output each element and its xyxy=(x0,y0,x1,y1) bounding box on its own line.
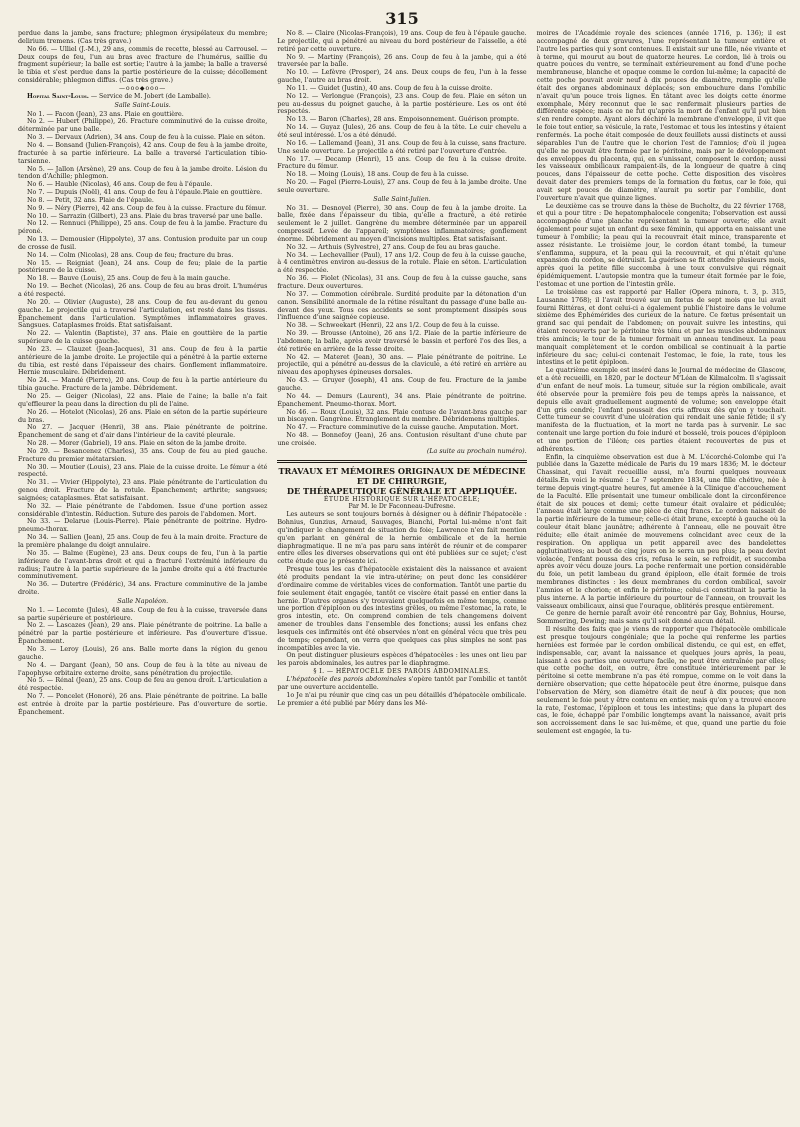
paragraph: No 4. — Dargant (Jean), 50 ans. Coup de feu à la tête au niveau de l'apophyse orbitaire externe droite, sans pénétration du projectile. xyxy=(18,661,268,677)
paragraph: No 13. — Baron (Charles), 28 ans. Empoisonnement. Guérison prompte. xyxy=(286,116,520,124)
paragraph: No 14. — Guyaz (Jules), 26 ans. Coup de feu à la tête. Le cuir chevelu a été seul intéressé. L'os a été dénudé. xyxy=(277,124,527,139)
paragraph: No 34. — Lechevallier (Paul), 17 ans 1/2. Coup de feu à la cuisse gauche, à 4 centimètres environ au-dessus de la rotule. Plaie en séton. L'articulation a été respectée. xyxy=(277,251,527,275)
paragraph: No 20. — Fagel (Pierre-Louis), 27 ans. Coup de feu à la jambe droite. Une seule ouverture. xyxy=(277,179,527,194)
case-list xyxy=(277,30,526,195)
ward-heading: Salle Napoléon. xyxy=(117,597,169,605)
paragraph: No 48. — Bonnefoy (Jean), 26 ans. Contusion résultant d'une chute par une croisée. xyxy=(277,432,527,447)
paragraph: No 3. — Dervaux (Adrien), 34 ans. Coup de feu à la cuisse. Plaie en séton. xyxy=(27,134,266,142)
paragraph: No 1. — Lecomte (Jules), 48 ans. Coup de feu à la cuisse, traversée dans sa partie supérieure et postérieure. xyxy=(18,606,268,622)
paragraph: No 33. — Delarue (Louis-Pierre). Plaie pénétrante de poitrine. Hydro-pneumo-thorax. xyxy=(18,518,268,534)
case-list xyxy=(277,205,526,448)
paragraph: No 39. — Brousse (Antoine), 26 ans 1/2. Plaie de la partie inférieure de l'abdomen; la balle, après avoir traversé le bassin et perforé l'os des îles, a été retirée en arrière de la fesse droite. xyxy=(277,330,527,353)
paragraph: No 14. — Colm (Nicolas), 28 ans. Coup de feu; fracture du bras. xyxy=(27,251,234,259)
paragraph: No 30. — Moutier (Louis), 23 ans. Plaie de la cuisse droite. Le fémur a été respecté. xyxy=(18,463,268,479)
paragraph: No 18. — Moing (Louis), 18 ans. Coup de feu à la cuisse. xyxy=(286,171,469,179)
paragraph: No 19. — Bechet (Nicolas), 26 ans. Coup de feu au bras droit. L'humérus a été respecté. xyxy=(18,283,268,298)
article-paragraph xyxy=(277,676,526,692)
paragraph: No 36. — Dutertre (Frédéric), 34 ans. Fracture comminutive de la jambe droite. xyxy=(18,581,268,597)
paragraph: No 9. — Martiny (François), 26 ans. Coup de feu à la jambe, qui a été traversée par la balle. xyxy=(277,53,527,69)
section-rule xyxy=(277,460,526,461)
paragraph: No 18. — Bauve (Louis), 25 ans. Coup de feu à la main gauche. xyxy=(27,275,231,283)
paragraph: No 28. — Morer (Gabriel), 19 ans. Plaie en séton de la jambe droite. xyxy=(27,440,247,448)
article-body xyxy=(537,30,786,736)
paragraph: No 16. — Lallemand (Jean), 31 ans. Coup de feu à la cuisse, sans fracture. Une seule ouverture. Le projectile a été retiré par l'ouverture d'entrée. xyxy=(277,139,527,155)
paragraph: No 8. — Claire (Nicolas-François), 19 ans. Coup de feu à l'épaule gauche. Le projectile, qui a pénétré au niveau du bord postérieur de l'aisselle, a été retiré par cette ouverture. xyxy=(277,30,527,53)
paragraph: Le quatrième exemple est inséré dans le Journal de médecine de Glascow, et a été recueilli, en 1820, par le docteur M'Léan de Kilmalcolm. Il s'agissait d'un enfant de neuf mois. La tumeur, située sur la région ombilicale, avait été observée pour la première fois peu de temps après la naissance, et depuis elle avait graduellement augmenté de volume; son enveloppe était d'un gris cendré; l'enfant poussait des cris affreux dès qu'on y touchait. Cette tumeur se couvrit d'une ulcération qui rendait une sanie fétide; il s'y manifesta de la fluctuation, et la mort ne tarda pas à survenir. Le sac contenait une large portion du foie induré et bosselé, trois pouces d'épiploon et une portion de l'iléon; ces parties étaient recouvertes de pus et adhérentes. xyxy=(536,367,786,453)
paragraph: No 20. — Olivier (Auguste), 28 ans. Coup de feu au-devant du genou gauche. Le projectile qui a traversé l'articulation, est resté dans les tissus. Épanchement dans l'articulation. Symptômes inflammatoires graves. Sangsues. Cataplasmes froids. État satisfaisant. xyxy=(18,298,268,330)
paragraph: No 31. — Desnoyel (Pierre), 30 ans. Coup de feu à la jambe droite. La balle, fixée dans l'épaisseur du tibia, qu'elle a fracturé, a été retirée seulement le 2 juillet. Gangrène du membre déterminée par un appareil compressif. Levée de l'appareil; symptômes inflammatoires; gonflement énorme. Débridement au moyen d'incisions multiples. État satisfaisant. xyxy=(277,204,527,243)
section-rule-thin xyxy=(277,462,526,463)
paragraph: Il résulte des faits que je viens de rapporter que l'hépatocèle ombilicale est presque toujours congéniale; que la poche qui renferme les parties herniées est formée par le cordon ombilical distendu, ce qui est, en effet, indispensable, car, avant la naissance et quelques jours après, la peau, laissant à ces parties une ouverture facile, ne peut être entraînée par elles; que cette poche doit, en outre, être constituée intérieurement par le péritoine si cette membrane n'a pas été rompue, comme on le voit dans la dernière observation; que cette hépatocèle peut être énorme, puisque dans l'observation de Méry, son diamètre était de neuf à dix pouces; que non seulement le foie peut y être contenu en entier, mais qu'on y a trouvé encore la rate, l'estomac, l'épiploon et tous les intestins; que dans la plupart des cas, le foie, échappé par l'ombilic longtemps avant la naissance, avait pris son accroissement dans le sac lui-même, et que, quand une partie du foie seulement est engagée, la tu- xyxy=(536,626,786,736)
subsection-heading: § I. — HÉPATOCÈLE DES PAROIS ABDOMINALES. xyxy=(313,668,491,676)
hospital-name: Hopital Saint-Louis. xyxy=(27,92,89,100)
paragraph: No 2. — Hubert (Philippe), 26. Fracture comminutivé de la cuisse droite, déterminée par une balle. xyxy=(18,118,268,134)
paragraph: No 17. — Decamp (Henri), 15 ans. Coup de feu à la cuisse droite. Fracture du fémur. xyxy=(277,155,527,171)
paragraph: No 26. — Hotelot (Nicolas), 26 ans. Plaie en séton de la partie supérieure du bras. xyxy=(18,408,268,424)
paragraph: No 12. — Rennuci (Philippe), 25 ans. Coup de feu à la jambe. Fracture du péroné. xyxy=(18,220,268,236)
section-title: DE THÉRAPEUTIQUE GÉNÉRALE ET APPLIQUÉE. xyxy=(286,485,518,496)
paragraph: No 34. — Sallien (Jean), 25 ans. Coup de feu à la main droite. Fracture de la première phalange du doigt annulaire. xyxy=(18,534,268,549)
column-3 xyxy=(537,30,786,736)
paragraph: No 44. — Demurs (Laurent), 34 ans. Plaie pénétrante de poitrine. Épanchement. Pneumo-thorax. Mort. xyxy=(277,392,527,408)
ward-heading: Salle Saint-Louis. xyxy=(114,101,171,109)
paragraph: No 9. — Néry (Pierre), 42 ans. Coup de feu à la cuisse. Fracture du fémur. xyxy=(27,204,267,212)
paragraph: No 29. — Besancenez (Charles), 35 ans. Coup de feu au pied gauche. Fracture du premier métatarsien. xyxy=(18,447,268,463)
paragraph: No 11. — Guidet (Justin), 40 ans. Coup de feu à la cuisse droite. xyxy=(286,84,493,92)
paragraph: No 7. — Dupuis (Noël), 41 ans. Coup de feu à l'épaule.Plaie en gouttière. xyxy=(27,189,263,197)
continued-case: perdue dans la jambe, sans fracture; phlegmon érysipélateux du membre; delirium tremens. (Cas très grave.) xyxy=(18,30,268,45)
paragraph: No 43. — Gruyer (Joseph), 41 ans. Coup de feu. Fracture de la jambe gauche. xyxy=(277,377,527,392)
article-byline: Par M. le Dr Faconneau-Dufresne. xyxy=(348,503,456,511)
paragraph: Les auteurs se sont toujours bornés à désigner ou à définir l'hépatocèle : Bohnius, Gunzius, Arnaud, Sauvages, Bianchi, Portal lui-même n'ont fait qu'indiquer le changement de situation du foie; Lawrence n'en fait mention qu'en parlant en général de la hernie ombilicale et de la hernie diaphragmatique. Il ne m'a pas paru sans intérêt de réunir et de comparer entre elles les diverses observations qui ont été publiées sur ce sujet; c'est cette étude que je présente ici. xyxy=(277,511,527,566)
paragraph: Le troisième cas est rapporté par Haller (Opera minora, t. 3, p. 315, Lausanne 1768); il l'avait trouvé sur un fœtus de sept mois que lui avait fourni Rittéras, et dont celui-ci a également publié l'histoire dans le volume sixième des Éphémérides des curieux de la nature. Ce fœtus présentait un grand sac qui pendait de l'abdomen; on pouvait suivre les intestins, qui étaient recouverts par le péritoine très ténu et par les muscles abdominaux très amincis; le tour de la tumeur formait un anneau tendineux. La peau manquait complètement et le cordon ombilical se continuait à la partie inférieure du sac; celui-ci contenait l'estomac, le foie, la rate, tous les intestins et le petit épiploon. xyxy=(536,288,786,367)
italic-term: L'hépatocèle des parois abdominales xyxy=(286,675,407,683)
paragraph: No 22. — Valentin (Baptiste), 37 ans. Plaie en gouttière de la partie supérieure de la cuisse gauche. xyxy=(18,330,268,346)
paragraph: No 12. — Verlongue (François), 23 ans. Coup de feu. Plaie en séton un peu au-dessus du poignet gauche, à la partie postérieure. Les os ont été respectés. xyxy=(277,92,527,116)
case-list xyxy=(18,111,267,597)
paragraph: No 6. — Hauble (Nicolas), 46 ans. Coup de feu à l'épaule. xyxy=(27,181,213,189)
paragraph: No 32. — Plaie pénétrante de l'abdomen. Issue d'une portion assez considérable d'intestin. Réduction. Suture des parois de l'abdomen. Mort. xyxy=(18,502,268,518)
paragraph: No 3. — Leroy (Louis), 26 ans. Balle morte dans la région du genou gauche. xyxy=(18,645,268,661)
ward-heading: Salle Saint-Julien. xyxy=(373,195,431,203)
paragraph: Presque tous les cas d'hépatocèle existaient dès la naissance et avaient été produits pendant la vie intra-utérine; on peut donc les considérer d'ordinaire comme de véritables vices de conformation. Tantôt une partie du foie seulement était engagée, tantôt ce viscère était passé en entier dans la hernie. D'autres organes s'y trouvaient quelquefois en même temps, comme une portion d'épiploon ou des intestins grêles, ou même l'estomac, la rate, le gros intestin, etc. On comprend combien de tels changemens doivent amener de troubles dans l'ensemble des fonctions; aussi les enfans chez lesquels ces infirmités ont été observées n'ont en général vécu que très peu de temps; cependant, on verra que quelques cas plus simples ne sont pas incompatibles avec la vie. xyxy=(277,566,527,652)
paragraph: No 7. — Poncelet (Honoré), 26 ans. Plaie pénétrante de poitrine. La balle est entrée à droite par la partie postérieure. Pas d'ouverture de sortie. Épanchement. xyxy=(18,693,268,716)
paragraph: No 2. — Lascazes (Jean), 29 ans. Plaie pénétrante de poitrine. La balle a pénétré par la partie postérieure et inférieure. Pas d'ouverture d'issue. Épanchement. xyxy=(18,622,268,646)
paragraph: No 8. — Petit, 32 ans. Plaie de l'épaule. xyxy=(27,196,154,204)
section-title: ET DE CHIRURGIE, xyxy=(356,475,448,486)
paragraph: No 13. — Demousier (Hippolyte), 37 ans. Contusion produite par un coup de crosse de fusil. xyxy=(18,236,268,251)
paragraph: No 4. — Bonsand (Julien-François), 42 ans. Coup de feu à la jambe droite, fracturée à sa partie inférieure. La balle a traversé l'articulation tibio-tarsienne. xyxy=(18,141,268,165)
article-title: ÉTUDE HISTORIQUE SUR L'HÉPATOCÈLE; xyxy=(323,495,481,503)
paragraph: Le deuxième cas se trouve dans la thèse de Bucholtz, du 22 février 1768, et qui a pour titre : De hepatomphalocele congenita; l'observation est aussi accompagnée d'une planche représentant la tumeur ouverte; elle avait également pour sujet un enfant du sexe féminin, qui apporta en naissant une tumeur à l'ombilic; la peau qui la recouvrait était mince, transparente et assez résistante. Le troisième jour, le cordon étant tombé, la tumeur s'enflamma, suppura, et la peau qui la recouvrait, et qui n'était qu'une expansion du cordon, se détruisit. La guérison se fit attendre plusieurs mois, après quoi la petite fille succomba à une toux convulsive qui régnait épidémiquement. L'autopsie montra que la tumeur était formée par le foie, l'estomac et une portion de l'intestin grêle. xyxy=(536,202,786,288)
paragraph: moires de l'Académie royale des sciences (année 1716, p. 136); il est accompagné de deux gravures, l'une représentant la tumeur entière et l'autre les parties qui y sont contenues. Il existait sur une fille, née vivante et à terme, qui mourut au bout de quatorze heures. Le cordon, lié à trois ou quatre pouces du ventre, se terminait extérieurement au fond d'une poche membraneuse, blanche et opaque comme le cordon lui-même; la capacité de cette poche pouvait avoir neuf à dix pouces de diamètre, remplie qu'elle était des organes abdominaux déplacés; son embouchure dans l'ombilic n'avait qu'un pouce trois lignes. En tâtant avec les doigts cette énorme exomphale, Méry reconnut que le sac renfermait plusieurs parties de différente espèce; mais ce ne fut qu'après la mort de l'enfant qu'il put bien s'en rendre compte. Ayant alors déchiré la membrane d'enveloppe, il vit que le foie tout entier, sa vésicule, la rate, l'estomac et tous les intestins y étaient renfermés. La poche était composée de deux feuillets aussi distincts et aussi séparables l'un de l'autre que le chorion l'est de l'amnios; d'où il jugea qu'elle ne pouvait être formée par le péritoine, mais par le développement des enveloppes du placenta, qui, en s'unissant, composent le cordon; aussi les vaisseaux ombilicaux rampaient-ils, de la longueur de quatre à cinq pouces, dans l'épaisseur de cette poche. Cette disposition des viscères devait dater des premiers temps de la formation du fœtus, car le foie, qui avait sept pouces de diamètre, n'aurait pu sortir par l'ombilic, dont l'ouverture n'avait que quinze lignes. xyxy=(536,30,786,202)
paragraph: No 47. — Fracture comminutive de la cuisse gauche. Amputation. Mort. xyxy=(286,424,519,432)
paragraph: No 1. — Facon (Jean), 23 ans. Plaie en gouttière. xyxy=(27,110,184,118)
paragraph: No 35. — Balme (Eugène), 23 ans. Deux coups de feu, l'un à la partie inférieure de l'avant-bras droit et qui a fracturé l'extrémité inférieure du radius; l'autre à la partie supérieure de la jambe droite qui a été fracturée comminutivement. xyxy=(18,549,268,581)
paragraph: No 36. — Fiolet (Nicolas), 31 ans. Coup de feu à la cuisse gauche, sans fracture. Deux ouvertures. xyxy=(277,275,527,290)
ornament-divider: —ooo◆ooo— xyxy=(119,84,167,92)
paragraph: Enfin, la cinquième observation est due à M. L'écorché-Colombe qui l'a publiée dans la Gazette médicale de Paris du 19 mars 1836; M. le docteur Chassinat, qui l'avait recueillie aussi, m'a fourni quelques nouveaux détails.En voici le résumé : Le 7 septembre 1834, une fille chétive, née à terme depuis vingt-quatre heures, fut amenée à la Clinique d'accouchement de la Faculté. Elle présentait une tumeur ombilicale dont la circonférence était de six pouces et demi; cette tumeur était ovalaire et pédiculée; l'anneau était large comme une pièce de cinq francs. Le cordon naissait de la partie inférieure de la tumeur; celle-ci était brune, excepté à gauche où la couleur était blanc jaunâtre; adhérente à l'anneau, elle ne pouvait être réduite; elle était animée de mouvemens coïncidant avec ceux de la respiration. On appliqua un petit appareil avec des bandelettes agglutinatives; au bout de cinq jours on le serra un peu plus; la peau devint violacée, l'enfant poussa des cris, refusa le sein, se refroidit, et succomba après avoir vécu douze jours. La poche renfermait une portion considérable du foie, un petit lambeau du grand épiploon, elle était formée de trois membranes distinctes : les deux membranes du cordon ombilical, savoir l'amnios et le chorion; et enfin le péritoine; celui-ci constituait la partie la plus interne. A la partie inférieure du pourtour de l'anneau, on trouvait les vaisseaux ombilicaux, ainsi que l'ouraque, oblitérés presque entièrement. xyxy=(536,453,786,610)
paragraph: No 10. — Sarrazin (Gilbert), 23 ans. Plaie du bras traversé par une balle. xyxy=(27,212,263,220)
paragraph: No 5. — Jallon (Arsène), 29 ans. Coup de feu à la jambe droite. Lésion du tendon d'Achille; phlegmon. xyxy=(18,165,268,181)
paragraph: No 23. — Clauzet (Jean-Jacques), 31 ans. Coup de feu à la partie antérieure de la jambe droite. Le projectile qui a pénétré à la partie externe du tibia, est resté dans l'épaisseur des chairs. Gonflement inflammatoire. Hernie musculaire. Débridement. xyxy=(18,345,268,377)
paragraph: No 24. — Mandé (Pierre), 20 ans. Coup de feu à la partie antérieure du tibia gauche. Fracture de la jambe. Débridement. xyxy=(18,377,268,393)
paragraph: No 15. — Reigniat (Jean), 24 ans. Coup de feu; plaie de la partie postérieure de la cuisse. xyxy=(18,259,268,275)
column-1 xyxy=(18,30,267,736)
paragraph: No 25. — Geiger (Nicolas), 22 ans. Plaie de l'aine; la balle n'a fait qu'effleurer la peau dans la direction du pli de l'aine. xyxy=(18,392,268,408)
paragraph: No 27. — Jacquer (Henri), 38 ans. Plaie pénétrante de poitrine. Épanchement de sang et d'air dans l'intérieur de la cavité pleurale. xyxy=(18,424,268,440)
paragraph: On peut distinguer plusieurs espèces d'hépatocèles : les unes ont lieu par les parois abdominales, les autres par le diaphragme. xyxy=(277,652,527,668)
case-list xyxy=(18,607,267,717)
paragraph: No 46. — Roux (Louis), 32 ans. Plaie contuse de l'avant-bras gauche par un biscayen. Gangrène. Étranglement du membre. Débridemens multiples. xyxy=(277,408,527,424)
paragraph: No 10. — Lefèvre (Prosper), 24 ans. Deux coups de feu, l'un à la fesse gauche, l'autre au bras droit. xyxy=(277,69,527,85)
paragraph: Ce genre de hernie paraît avoir été rencontré par Gay, Bohnius, Hourse, Sœmmering, Dewing; mais sans qu'il soit donné aucun détail. xyxy=(536,610,786,626)
paragraph-text: s'opère tantôt par l'ombilic et tantôt par une ouverture accidentelle. xyxy=(277,675,527,691)
case-entry: No 66. — Ulliel (J.-M.), 29 ans, commis de recette, blessé au Carrousel. — Deux coups de feu, l'un au bras avec fracture de l'humérus, saillie du fragment supérieur; la balle est sortie; l'autre à la jambe; la balle a traversé le tibia et s'est perdue dans la partie postérieure de la cuisse; décollement considérable; phlegmon diffus. (Cas très grave.) xyxy=(18,45,268,85)
hospital-service: — Service de M. Jobert (de Lamballe). xyxy=(88,92,211,100)
paragraph: No 37. — Commotion cérébrale. Surdité produite par la détonation d'un canon. Sensibilité anormale de la rétine résultant du passage d'une balle au-devant des yeux. Tous ces accidents se sont promptement dissipés sous l'influence d'une saignée copieuse. xyxy=(277,290,527,322)
to-be-continued: (La suite au prochain numéro). xyxy=(426,447,527,455)
article-paragraph: 1o Je n'ai pu réunir que cinq cas un peu détaillés d'hépatocèle ombilicale. Le premier a été publié par Méry dans les Mé- xyxy=(277,691,527,707)
page-number: 315 xyxy=(385,9,419,28)
article-body xyxy=(277,511,526,668)
paragraph: No 31. — Vivier (Hippolyte), 23 ans. Plaie pénétrante de l'articulation du genou droit. Fracture de la rotule. Épanchement; arthrite; sangsues; saignées; cataplasmes. État satisfaisant. xyxy=(18,479,268,502)
paragraph: No 38. — Schweekart (Henri), 22 ans 1/2. Coup de feu à la cuisse. xyxy=(286,322,500,330)
paragraph: No 32. — Arthuis (Sylvestre), 27 ans. Coup de feu au bras gauche. xyxy=(286,243,501,251)
paragraph: No 5. — Rénal (Jean), 25 ans. Coup de feu au genou droit. L'articulation a été respectée. xyxy=(18,677,268,693)
column-2 xyxy=(277,30,526,736)
hospital-heading xyxy=(18,93,267,101)
columns xyxy=(18,30,786,736)
paragraph: No 42. — Materet (Jean), 30 ans. — Plaie pénétrante de poitrine. Le projectile, qui a pénétré au-dessus de la clavicule, a été retiré en arrière au niveau des apophyses épineuses dorsales. xyxy=(277,353,527,377)
section-title: TRAVAUX ET MÉMOIRES ORIGINAUX DE MÉDECINE xyxy=(278,465,526,476)
